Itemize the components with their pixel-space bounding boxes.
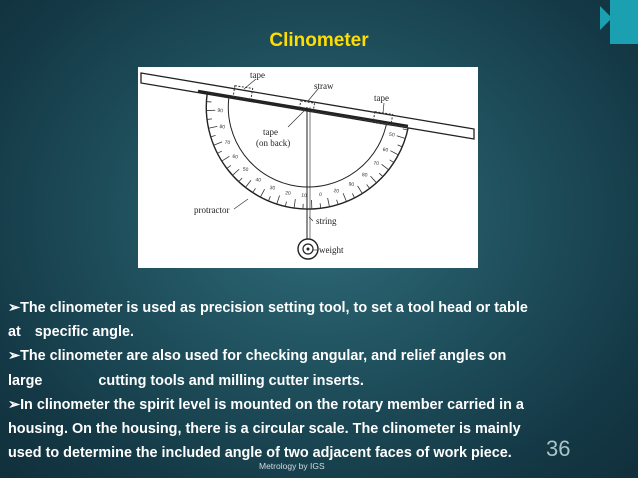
protractor-tick [206,109,215,112]
arrow-bullet-icon: ➢ [8,300,21,316]
protractor-tick [277,195,280,204]
protractor-scale-number: 60 [382,146,389,154]
protractor-tick [370,176,378,183]
bullet-2-line2b: cutting tools and milling cutter inserts. [98,372,364,389]
protractor-tick [397,145,402,147]
bullet-3 [8,393,630,466]
label-on-back: (on back) [256,138,291,148]
slide-title: Clinometer [269,30,369,51]
protractor-tick [352,193,355,197]
protractor-tick [403,129,408,130]
protractor-scale-number: 20 [284,190,292,197]
protractor-scale-number: 20 [333,188,340,195]
protractor-scale-number: 50 [388,131,396,139]
protractor-tick [303,204,304,209]
arrow-bullet-icon: ➢ [8,396,21,413]
bullet-3-line3: used to determine the included angle of two adjacent faces of work piece. [8,445,512,462]
protractor-tick [207,118,212,120]
label-string: string [316,216,337,226]
protractor-tick [245,180,251,188]
protractor-tick [389,160,394,163]
label-straw: straw [314,81,334,91]
protractor-tick [214,141,222,147]
protractor-scale-number: 0 [318,191,323,199]
protractor-tick [381,164,389,170]
protractor-scale-number: 30 [269,185,276,192]
protractor-tick [366,184,370,188]
protractor-tick [285,201,286,206]
protractor-scale-number: 40 [254,177,262,184]
clinometer-diagram [138,67,478,268]
protractor-tick [239,178,242,182]
protractor-tick [206,101,211,102]
bullet-3-line1: In clinometer the spirit level is mounted on the rotary member carried in a [20,396,524,413]
protractor-tick [357,186,364,194]
protractor-tick [217,150,221,153]
protractor-scale-number: 80 [361,172,368,179]
label-protractor: protractor [194,205,230,215]
protractor-tick [319,203,321,208]
bullet-1-line1: The clinometer is used as precision setting tool, to set a tool head or table [20,300,528,316]
bullet-2-line1: The clinometer are also used for checking angular, and relief angles on [20,348,507,365]
bullet-1-line2a: at [8,324,21,341]
protractor-scale-number: 90 [348,181,355,189]
label-tape-left: tape [250,70,265,80]
bullet-1 [8,296,630,344]
protractor-tick [260,189,264,198]
accent-triangle [600,6,612,30]
protractor-tick [326,198,330,207]
bullet-2-line2a: large [8,372,43,389]
label-weight: weight [319,245,344,255]
protractor-tick [253,188,256,193]
page-number: 36 [546,436,571,461]
protractor-tick [222,155,230,162]
protractor-scale-number: 90 [217,107,224,115]
bullet-1-line2b: specific angle. [34,324,134,341]
protractor-tick [268,196,270,201]
protractor-scale-number: 80 [219,123,226,131]
clinometer-illustration [138,67,478,268]
protractor-tick [390,151,399,155]
bullet-2 [8,344,630,392]
protractor-tick [294,199,295,208]
label-tape-back: tape [263,127,278,137]
protractor-tick [342,193,348,201]
protractor-scale-number: 70 [224,139,231,147]
slide-footer: Metrology by IGS [259,461,325,471]
arrow-bullet-icon: ➢ [8,348,21,365]
protractor-tick [232,168,239,176]
label-tape-right: tape [374,93,389,103]
protractor-tick [379,173,383,176]
bullet-3-line2: housing. On the housing, there is a circular scale. The clinometer is mainly [8,421,521,438]
protractor-tick [397,136,406,139]
protractor-tick [310,200,313,209]
protractor-tick [209,125,218,129]
protractor-scale-number: 50 [242,166,249,174]
protractor-scale-number: 60 [232,153,239,161]
protractor-tick [227,165,231,169]
protractor-scale-number: 70 [373,160,380,168]
bullet-list [8,296,630,465]
protractor-scale-number: 10 [300,192,308,200]
